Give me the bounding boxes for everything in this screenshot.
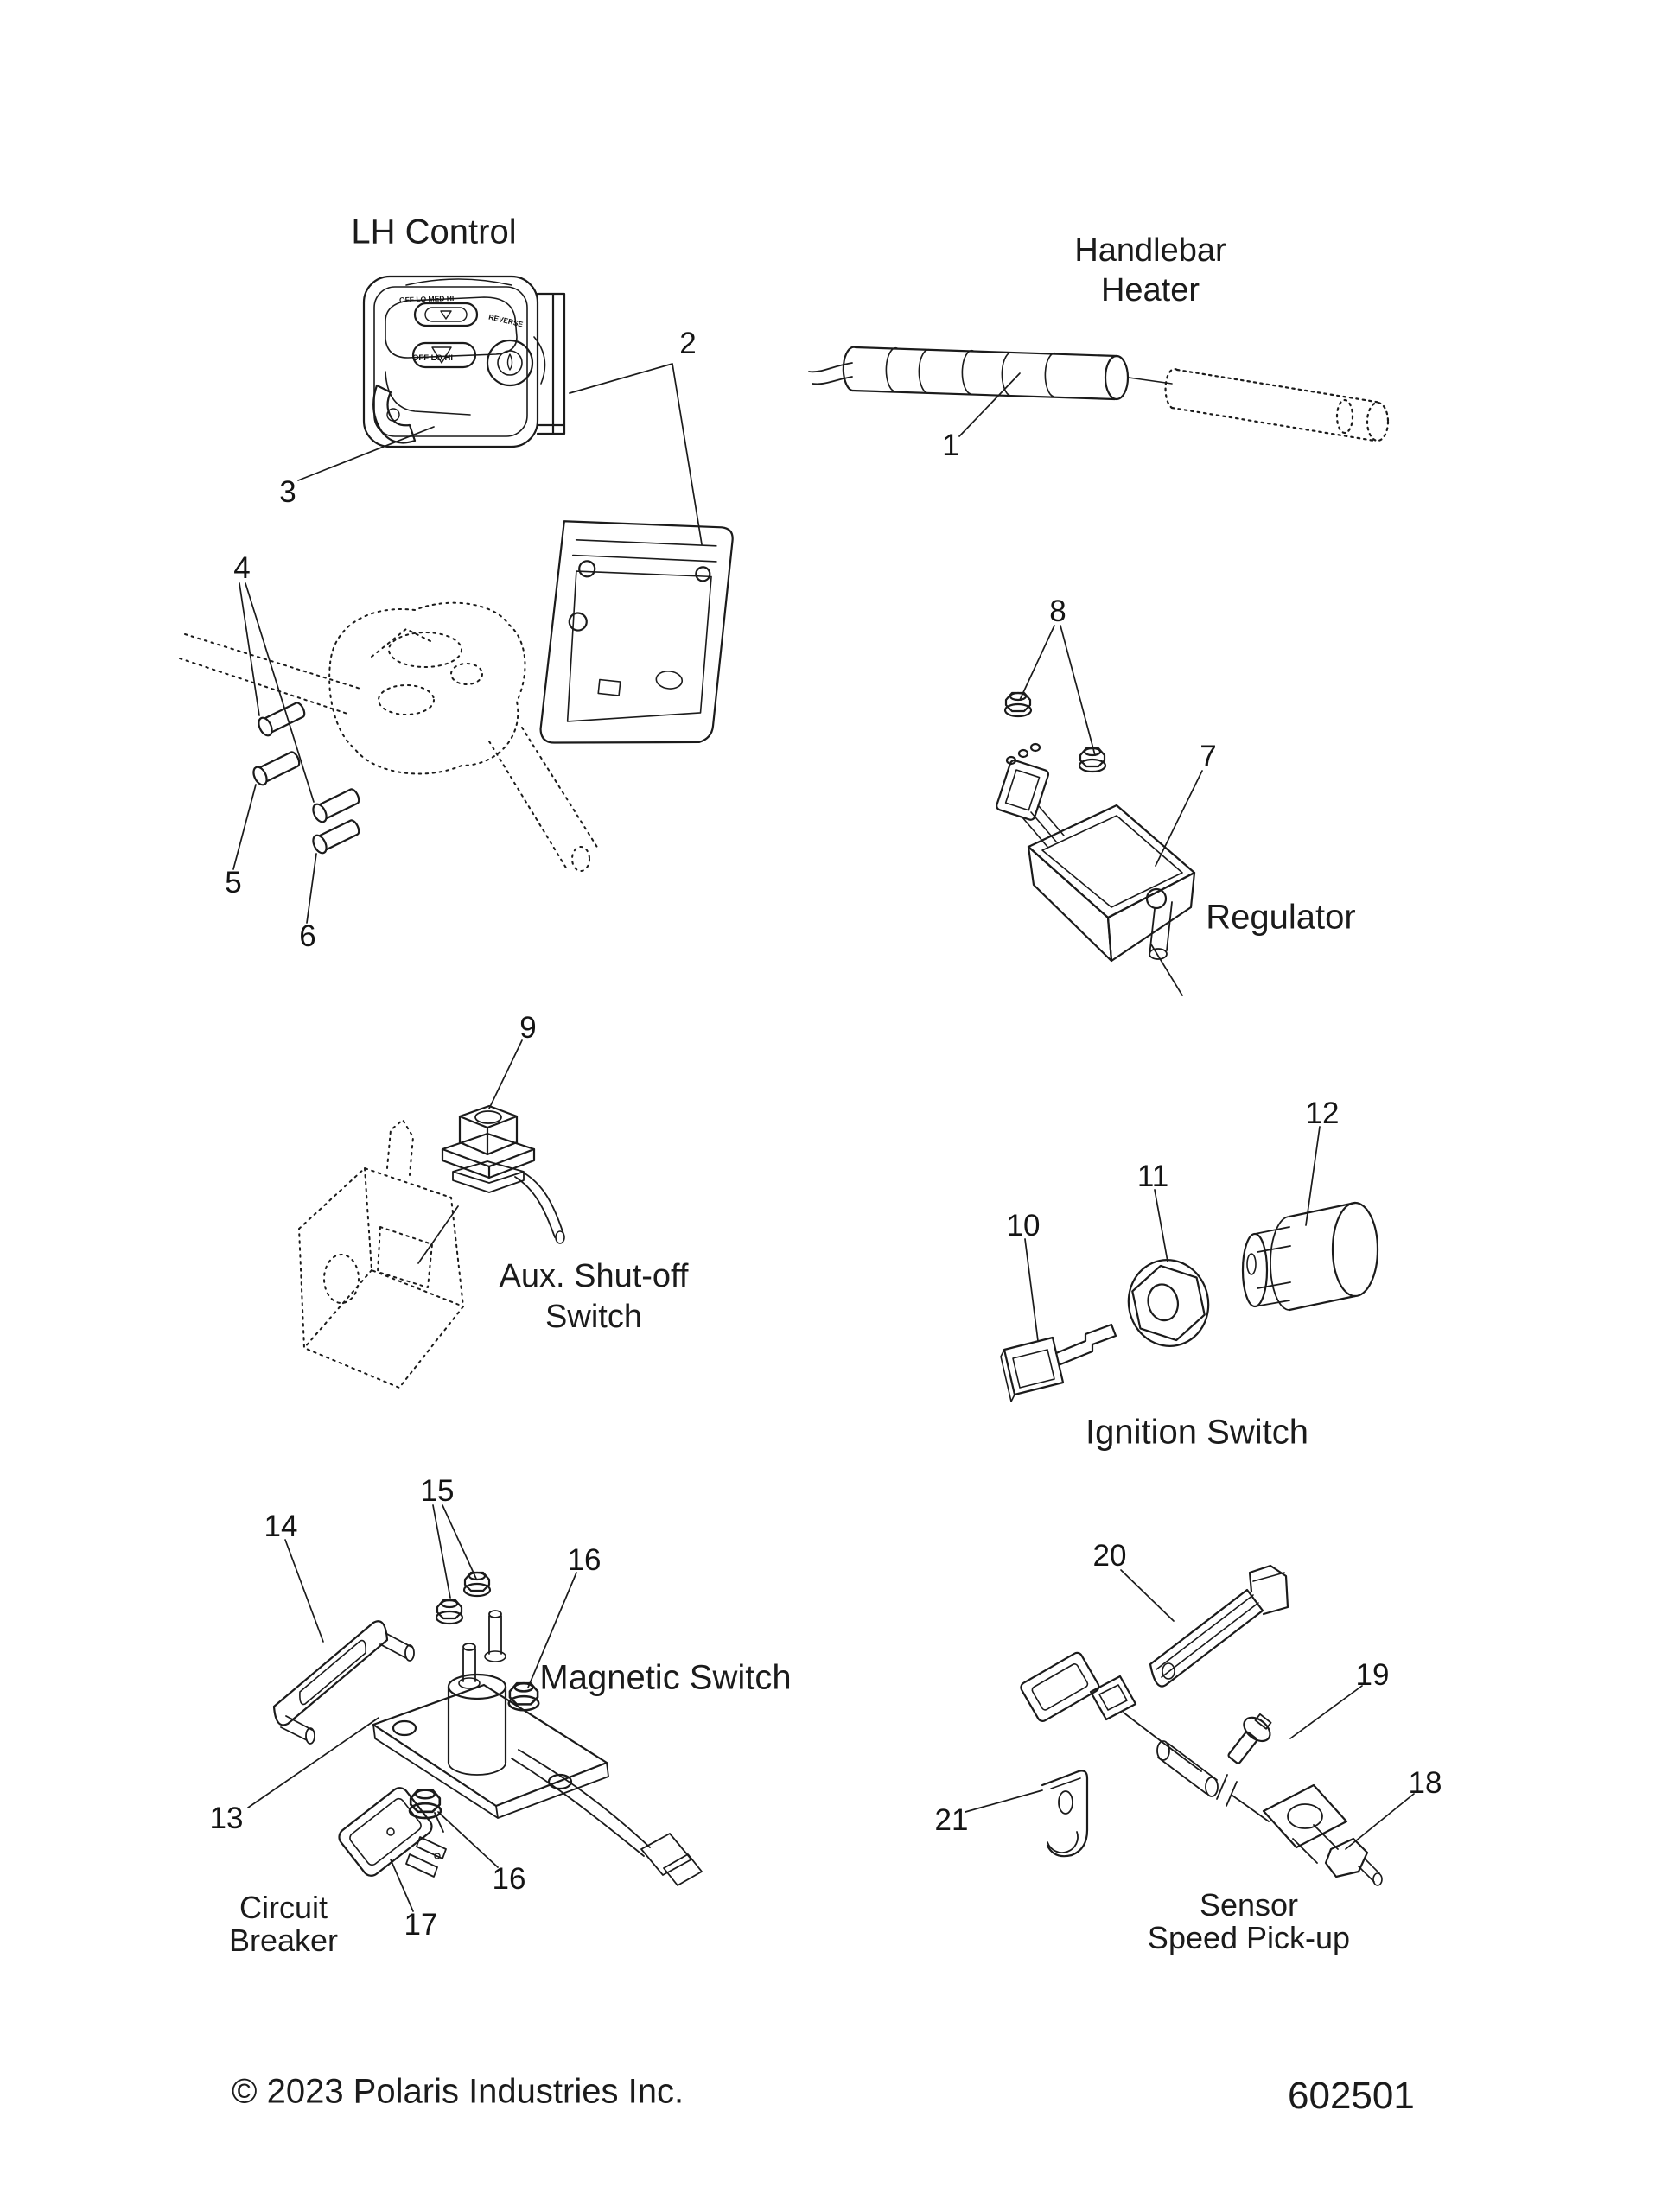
section-title-handlebar-heater [1074,231,1226,310]
regulator-drawing [996,693,1194,961]
callout-14: 14 [264,1510,298,1543]
section-title-aux-shutoff [500,1256,689,1338]
callout-15: 15 [420,1474,455,1508]
callout-17: 17 [404,1908,438,1942]
handlebar-heater-drawing [809,347,1388,441]
callout-7: 7 [1200,740,1217,773]
section-title-speed-sensor [1148,1889,1350,1955]
callout-20: 20 [1092,1539,1127,1573]
marking-hand-warmer-levels: OFF LO MED HI [398,293,455,305]
section-title-regulator: Regulator [1206,898,1356,937]
magnetic-switch-drawing [274,1573,702,1885]
section-title-ignition-switch: Ignition Switch [1085,1413,1308,1452]
callout-12: 12 [1305,1096,1340,1130]
aux-shutoff-switch-drawing [299,1106,564,1388]
marking-thumb-warmer-levels: OFF LO HI [412,353,453,363]
callout-5: 5 [225,866,242,899]
lh-control-exploded-drawing [180,511,734,871]
callout-16a: 16 [567,1543,602,1577]
callout-18: 18 [1408,1766,1442,1800]
circuit-breaker-line1: Circuit [239,1890,328,1925]
callout-16b: 16 [492,1862,526,1896]
callout-8: 8 [1049,594,1066,628]
section-title-magnetic-switch: Magnetic Switch [539,1658,792,1697]
ignition-switch-drawing [1001,1203,1378,1402]
section-title-circuit-breaker [229,1891,338,1957]
callout-13: 13 [209,1802,244,1835]
handlebar-heater-line2: Heater [1100,272,1200,308]
leader-lines [233,364,1414,1911]
marking-reverse: REVERSE [487,312,525,329]
callout-9: 9 [519,1011,537,1045]
copyright-notice: © 2023 Polaris Industries Inc. [232,2072,684,2111]
callout-11: 11 [1136,1160,1169,1193]
speed-sensor-drawing [1019,1566,1382,1885]
lh-control-switch-drawing [364,276,564,447]
aux-shutoff-line2: Switch [545,1299,642,1335]
aux-shutoff-line1: Aux. Shut-off [499,1258,689,1294]
callout-10: 10 [1006,1209,1041,1243]
callout-6: 6 [299,919,316,953]
speed-sensor-line2: Speed Pick-up [1147,1920,1351,1955]
callout-3: 3 [279,475,296,509]
callout-21: 21 [934,1803,969,1837]
speed-sensor-line1: Sensor [1199,1887,1299,1923]
callout-4: 4 [233,551,251,585]
callout-19: 19 [1355,1658,1390,1692]
section-title-lh-control: LH Control [351,213,517,251]
circuit-breaker-line2: Breaker [228,1923,339,1958]
handlebar-heater-line1: Handlebar [1074,232,1226,269]
callout-2: 2 [679,327,697,360]
figure-number: 602501 [1288,2075,1415,2117]
callout-1: 1 [942,429,959,462]
